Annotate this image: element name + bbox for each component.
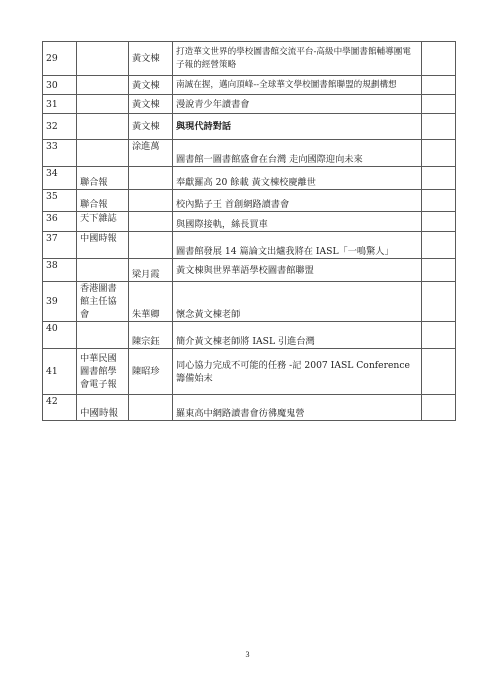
title-cell: 奉獻羅高 20 餘載 黃文棟校慶離世	[173, 167, 422, 190]
source-cell	[77, 42, 129, 76]
row-number: 38	[43, 259, 77, 282]
table-row	[43, 190, 456, 212]
title-cell: 南誠在握，邁向頂峰--全球華文學校圖書館聯盟的規劃構想	[173, 76, 422, 95]
table-row	[43, 167, 456, 190]
extra-cell	[422, 140, 456, 167]
source-cell: 香港圖書館主任協會	[77, 282, 129, 322]
title-cell: 打造華文世界的學校圖書館交流平台-高級中學圖書館輔導團電子報的經營策略	[173, 42, 422, 76]
extra-cell	[422, 42, 456, 76]
row-number: 29	[43, 42, 77, 76]
table-row	[43, 282, 456, 322]
author-cell: 涂進萬	[129, 140, 173, 167]
table-row	[43, 76, 456, 95]
author-cell: 黃文棟	[129, 95, 173, 114]
author-cell: 陳宗鈺	[129, 322, 173, 349]
extra-cell	[422, 76, 456, 95]
title-cell: 圖書館發展 14 篇論文出爐我將在 IASL「一鳴驚人」	[173, 232, 422, 259]
table-row	[43, 140, 456, 167]
title-cell: 簡介黃文棟老師將 IASL 引進台灣	[173, 322, 422, 349]
row-number: 42	[43, 395, 77, 421]
table-row	[43, 232, 456, 259]
source-cell: 天下雜誌	[77, 212, 129, 232]
extra-cell	[422, 282, 456, 322]
source-cell	[77, 95, 129, 114]
extra-cell	[422, 95, 456, 114]
row-number: 36	[43, 212, 77, 232]
title-cell: 與國際接軌，絲長買車	[173, 212, 422, 232]
table-row	[43, 114, 456, 140]
author-cell: 黃文棟	[129, 76, 173, 95]
table-row	[43, 322, 456, 349]
row-number: 34	[43, 167, 77, 190]
source-cell	[77, 140, 129, 167]
title-cell: 圖書館一圖書館盛會在台灣 走向國際迎向未來	[173, 140, 422, 167]
extra-cell	[422, 349, 456, 395]
title-cell: 校內點子王 首創網路讀書會	[173, 190, 422, 212]
table-row	[43, 95, 456, 114]
author-cell	[129, 232, 173, 259]
source-cell: 中華民國圖書館學會電子報	[77, 349, 129, 395]
table-row	[43, 395, 456, 421]
title-cell: 懷念黃文棟老師	[173, 282, 422, 322]
source-cell: 中國時報	[77, 232, 129, 259]
table-row	[43, 42, 456, 76]
table-row	[43, 212, 456, 232]
source-cell	[77, 322, 129, 349]
extra-cell	[422, 114, 456, 140]
title-cell: 漫說青少年讀書會	[173, 95, 422, 114]
extra-cell	[422, 322, 456, 349]
row-number: 40	[43, 322, 77, 349]
row-number: 33	[43, 140, 77, 167]
references-table	[42, 41, 456, 421]
extra-cell	[422, 259, 456, 282]
title-cell: 羅東高中網路讀書會彷彿魔鬼營	[173, 395, 422, 421]
row-number: 30	[43, 76, 77, 95]
author-cell: 黃文棟	[129, 42, 173, 76]
extra-cell	[422, 232, 456, 259]
title-cell: 同心協力完成不可能的任務 -記 2007 IASL Conference 籌備始末	[173, 349, 422, 395]
title-cell: 與現代詩對話	[173, 114, 422, 140]
source-cell: 聯合報	[77, 167, 129, 190]
source-cell	[77, 114, 129, 140]
row-number: 37	[43, 232, 77, 259]
author-cell: 黃文棟	[129, 114, 173, 140]
author-cell: 朱華卿	[129, 282, 173, 322]
row-number: 31	[43, 95, 77, 114]
author-cell	[129, 190, 173, 212]
extra-cell	[422, 167, 456, 190]
source-cell	[77, 76, 129, 95]
table-row	[43, 259, 456, 282]
row-number: 41	[43, 349, 77, 395]
extra-cell	[422, 212, 456, 232]
table-row	[43, 349, 456, 395]
author-cell: 梁月霞	[129, 259, 173, 282]
author-cell	[129, 212, 173, 232]
source-cell: 聯合報	[77, 190, 129, 212]
title-cell: 黃文棟與世界華語學校圖書館聯盟	[173, 259, 422, 282]
author-cell	[129, 395, 173, 421]
extra-cell	[422, 190, 456, 212]
source-cell: 中國時報	[77, 395, 129, 421]
author-cell: 陳昭珍	[129, 349, 173, 395]
row-number: 32	[43, 114, 77, 140]
extra-cell	[422, 395, 456, 421]
source-cell	[77, 259, 129, 282]
page-number: 3	[245, 650, 250, 659]
author-cell	[129, 167, 173, 190]
row-number: 39	[43, 282, 77, 322]
row-number: 35	[43, 190, 77, 212]
